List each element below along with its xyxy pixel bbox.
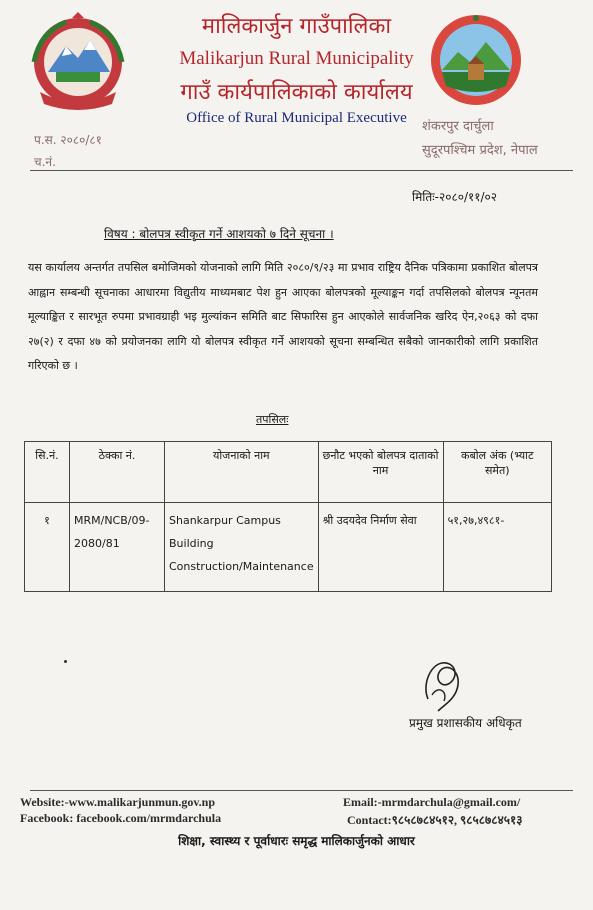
col-header-bidder: छनौट भएको बोलपत्र दाताको नाम	[318, 442, 443, 503]
letter-body: यस कार्यालय अन्तर्गत तपसिल बमोजिमको योजनाको लागि मिति २०८०/९/२३ मा प्रभाव राष्ट्रिय दैनिक पत्रिकामा प्रकाशित बोलपत्र आह्वान सम्बन्धी सूचनाका आधारमा विद्युतीय माध्यमबाट पेश हुन आएका बोलपत्रको मूल्याङ्कन गर्दा तपसिलको बोलपत्र न्यूनतम मूल्याङ्कित र सारभूत रुपमा प्रभावग्राही भइ मुल्यांकन समिति बाट सिफारिस हुन आएकोले सार्वजनिक खरिद ऐन,२०६३ को दफा २७(२) र दफा ४७ को प्रयोजनका लागि यो बोलपत्र स्वीकृत गर्ने आशयको सूचना सम्बन्धित सबैको जानकारीको लागि प्रकाशित गरिएको छ ।	[28, 261, 538, 372]
cell-bidder: श्री उदयदेव निर्माण सेवा	[318, 503, 443, 592]
dispatch-number: च.नं.	[34, 155, 56, 169]
table-row	[25, 503, 552, 592]
cell-sn: १	[25, 503, 70, 592]
signatory-title: प्रमुख प्रशासकीय अधिकृत	[409, 716, 522, 730]
cell-amount: ५१,२७,४९८१-	[443, 503, 551, 592]
municipality-name-np: मालिकार्जुन गाउँपालिका	[201, 14, 392, 39]
office-name-np: गाउँ कार्यपालिकाको कार्यालय	[180, 80, 413, 105]
col-header-sn: सि.नं.	[25, 442, 70, 503]
footer-website: Website:-www.malikarjunmun.gov.np	[20, 795, 216, 809]
handwritten-signature	[420, 655, 466, 713]
stray-mark	[64, 660, 67, 663]
letter-subject: विषय : बोलपत्र स्वीकृत गर्ने आशयको ७ दिने सूचना ।	[104, 227, 334, 241]
footer-contact: Contact:९८५८७८४५१२, ९८५८७८४५१३	[347, 813, 523, 827]
footer-slogan: शिक्षा, स्वास्थ्य र पूर्वाधारः समृद्ध मालिकार्जुनको आधार	[178, 834, 415, 848]
footer-divider	[30, 790, 573, 791]
footer-facebook: Facebook: facebook.com/mrmdarchula	[20, 811, 222, 825]
letter-date: मितिः-२०८०/११/०२	[412, 190, 497, 204]
address-line-2: सुदूरपश्चिम प्रदेश, नेपाल	[422, 143, 538, 158]
col-header-amount: कबोल अंक (भ्याट समेत)	[443, 442, 551, 503]
municipality-name-en: Malikarjun Rural Municipality	[179, 48, 414, 69]
reference-number: प.स. २०८०/८१	[34, 133, 102, 147]
footer-email: Email:-mrmdarchula@gmail.com/	[343, 795, 521, 809]
address-line-1: शंकरपुर दार्चुला	[422, 119, 494, 134]
office-name-en: Office of Rural Municipal Executive	[186, 110, 407, 126]
col-header-project: योजनाको नाम	[165, 442, 319, 503]
col-header-contract: ठेक्का नं.	[70, 442, 165, 503]
details-heading: तपसिलः	[256, 413, 289, 426]
bid-details-table	[24, 441, 552, 592]
table-header-row	[25, 442, 552, 503]
cell-contract: MRM/NCB/09-2080/81	[70, 503, 165, 592]
cell-project: Shankarpur Campus Building Construction/Maintenance	[165, 503, 319, 592]
header-divider	[30, 170, 573, 171]
